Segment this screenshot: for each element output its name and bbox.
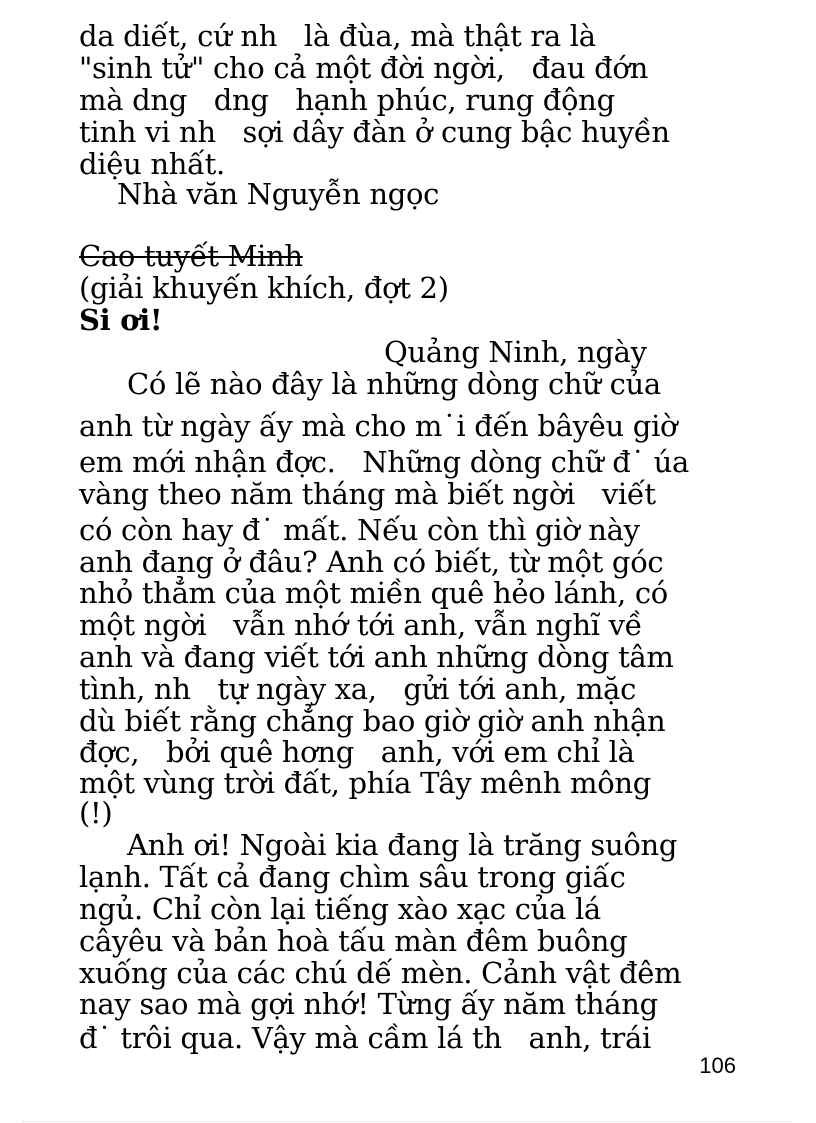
text-line: xuống của các chú dế mèn. Cảnh vật đêm [79,956,682,990]
text-line: một ngời vẫn nhớ tới anh, vẫn nghĩ về [79,608,643,642]
text-line: "sinh tử" cho cả một đời ngời, đau đớn [79,51,648,85]
text-line: diệu nhất. [79,147,225,181]
letter-dateline: Quảng Ninh, ngày [384,335,647,369]
award-note: (giải khuyến khích, đợt 2) [79,271,449,305]
page-bottom-rule [22,1121,794,1122]
text-line: anh từ ngày ấy mà cho m˙i đến bâyêu giờ [79,409,678,443]
text-line: anh và đang viết tới anh những dòng tâm [79,640,674,674]
text-line: ngủ. Chỉ còn lại tiếng xào xạc của lá [79,892,601,926]
page-number: 106 [699,1053,736,1078]
text-line: em mới nhận đợc. Những dòng chữ đ˙ úa [79,445,690,479]
text-line: Anh ơi! Ngoài kia đang là trăng suông [127,828,678,862]
text-line: lạnh. Tất cả đang chìm sâu trong giấc [79,860,626,894]
text-line: Có lẽ nào đây là những dòng chữ của [127,367,661,401]
entry-author: Cao tuyết Minh [79,239,303,273]
text-line: đợc, bởi quê hơng anh, với em chỉ là [79,735,635,769]
text-line: mà dng dng hạnh phúc, rung động [79,83,615,117]
text-line: đ˙ trôi qua. Vậy mà cầm lá th anh, trái [79,1021,651,1055]
text-line: dù biết rằng chẳng bao giờ giờ anh nhận [79,704,666,738]
text-line: da diết, cứ nh là đùa, mà thật ra là [79,19,596,53]
text-line: có còn hay đ˙ mất. Nếu còn thì giờ này [79,513,640,547]
text-line: vàng theo năm tháng mà biết ngời viết [79,477,656,511]
author-credit: Nhà văn Nguyễn ngọc [117,177,440,211]
text-line: tinh vi nh sợi dây đàn ở cung bậc huyền [79,115,670,149]
text-line: một vùng trời đất, phía Tây mênh mông [79,766,652,800]
text-line: nhỏ thẳm của một miền quê hẻo lánh, có [79,576,668,610]
text-line: tình, nh tự ngày xa, gửi tới anh, mặc [79,672,637,706]
text-line: câyêu và bản hoà tấu màn đêm buông [79,924,628,958]
text-line: (!) [79,796,113,830]
text-line: anh đang ở đâu? Anh có biết, từ một góc [79,545,664,579]
text-line: nay sao mà gợi nhớ! Từng ấy năm tháng [79,987,658,1021]
letter-salutation: Si ơi! [79,303,163,337]
